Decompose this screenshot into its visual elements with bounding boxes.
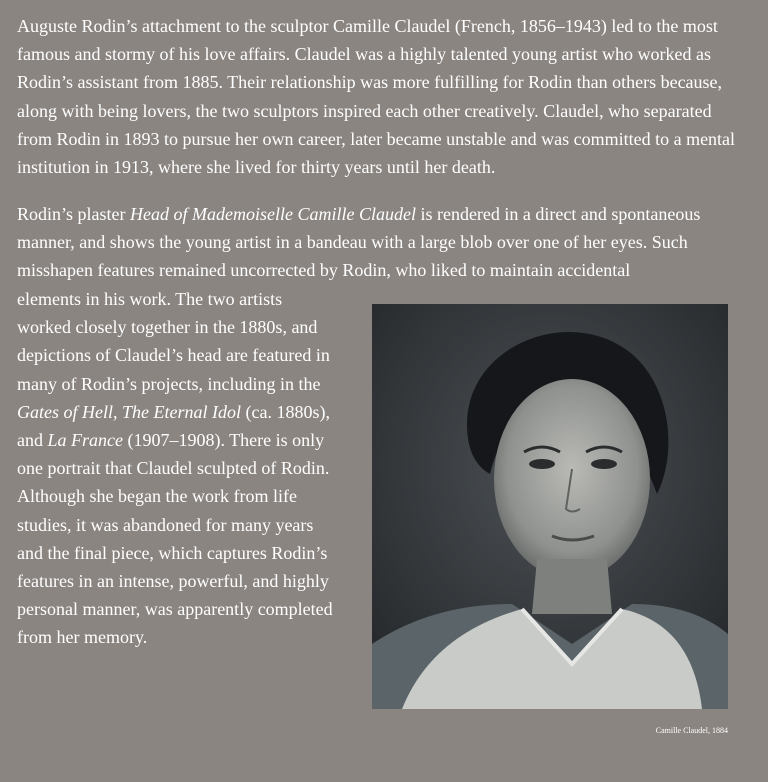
- para3-text-c: (1907–1908). There is only one portrait that Claudel sculpted of Rodin. Although she began the work from life studies, it was abandoned for many years and the final piece, which captures Rodin’s features in an intense, powerful, and highly personal manner, was apparently completed from her memory.: [17, 430, 333, 648]
- artwork-title-head: Head of Mademoiselle Camille Claudel: [130, 204, 416, 224]
- paragraph-intro: Auguste Rodin’s attachment to the sculptor Camille Claudel (French, 1856–1943) led to the most famous and stormy of his love affairs. Claudel was a highly talented young artist who worked as Rodin’s assistant from 1885. Their relationship was more fulfilling for Rodin than others because, along with being lovers, the two sculptors inspired each other creatively. Claudel, who separated from Rodin in 1893 to pursue her own career, later became unstable and was committed to a mental institution in 1913, where she lived for thirty years until her death.: [17, 16, 736, 178]
- para2-prefix: Rodin’s plaster: [17, 204, 130, 224]
- artwork-title-gates: Gates of Hell: [17, 401, 113, 422]
- para2-suffix: is rendered in a direct and spontaneous manner, and shows the young artist in a bandeau with a large blob over one of her eyes. Such misshapen features remained uncorrected by Rodin, who liked to maintain accidental: [17, 204, 701, 281]
- paragraph-plaster-head: [17, 200, 737, 285]
- artwork-title-france: La France: [47, 430, 123, 451]
- para3-text-a: elements in his work. The two artists worked closely together in the 1880s, and depictions of Claudel’s head are featured in many of Rodin’s projects, including in the: [17, 289, 330, 394]
- portrait-photo: [372, 304, 728, 709]
- photo-caption: Camille Claudel, 1884: [655, 726, 728, 735]
- para3-sep: ,: [113, 401, 122, 422]
- artwork-title-idol: The Eternal Idol: [122, 401, 241, 422]
- portrait-illustration: [372, 304, 728, 709]
- paragraph-collaboration: [17, 285, 337, 652]
- para3-text-b: (ca. 1880s), and: [17, 401, 330, 451]
